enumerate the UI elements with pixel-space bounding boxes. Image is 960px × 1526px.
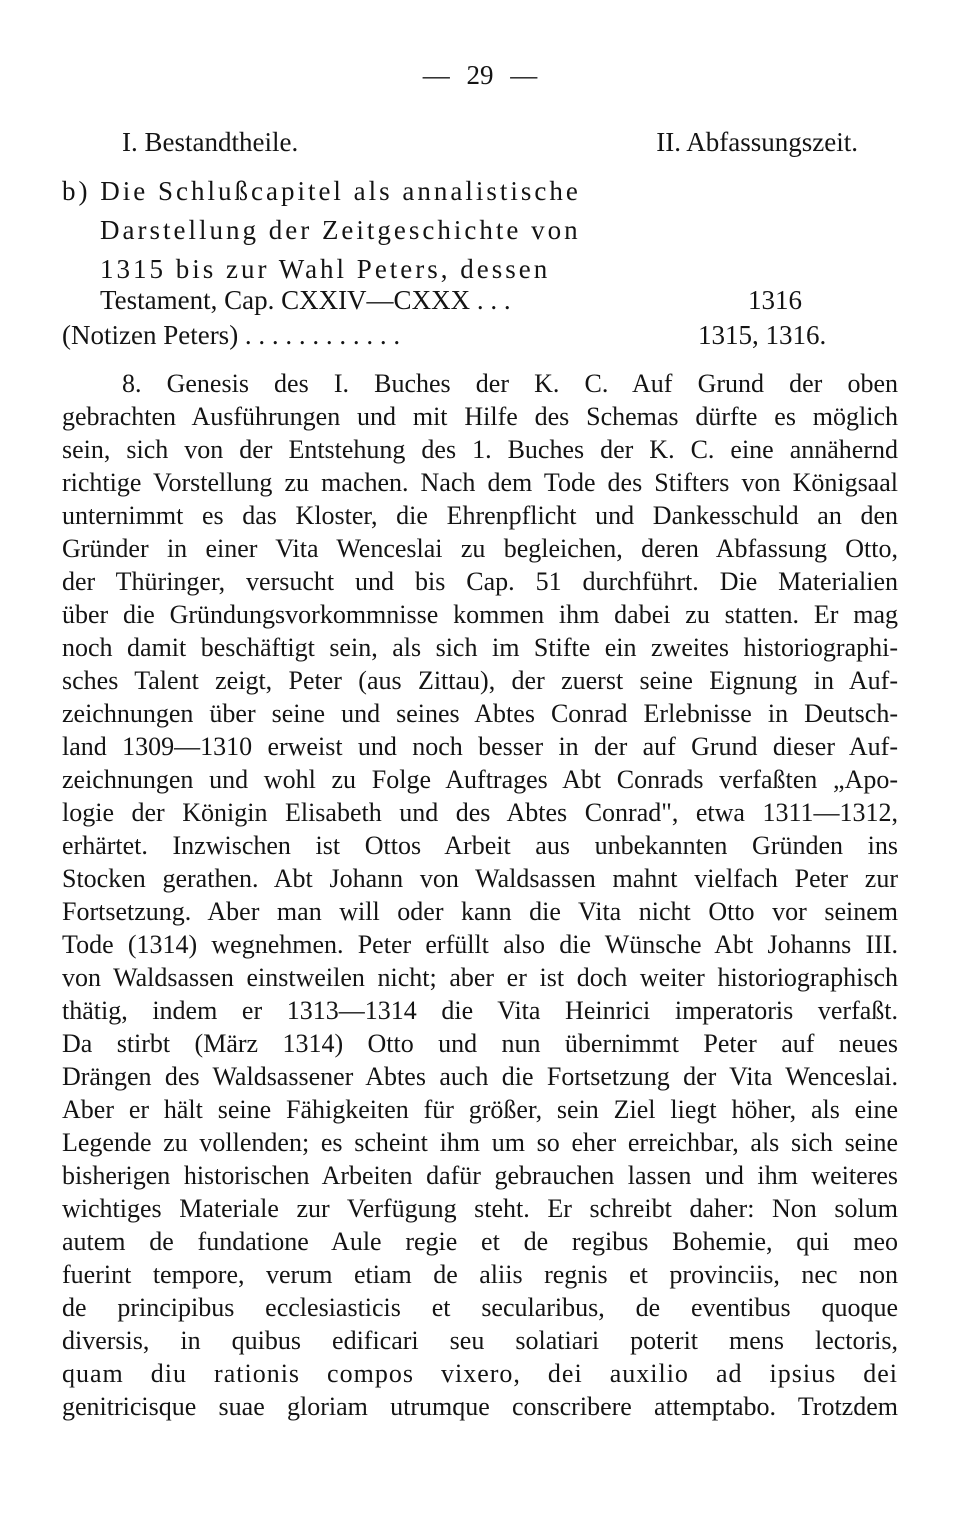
text-line: Da stirbt (März 1314) Otto und nun übernimmt Peter auf neues <box>62 1029 898 1058</box>
text-line: zeichnungen und wohl zu Folge Auftrages Abt Conrads verfaßten „Apo- <box>62 765 898 794</box>
text-line: über die Gründungsvorkommnisse kommen ihm dabei zu statten. Er mag <box>62 600 898 629</box>
text-line: Gründer in einer Vita Wenceslai zu begleichen, deren Abfassung Otto, <box>62 534 898 563</box>
table-line: Darstellung der Zeitgeschichte von <box>100 215 581 245</box>
text-line: de principibus ecclesiasticis et secularibus, de eventibus quoque <box>62 1293 898 1322</box>
text-line: diversis, in quibus edificari seu solatiari poterit mens lectoris, <box>62 1326 898 1355</box>
text-line: fuerint tempore, verum etiam de aliis regnis et provinciis, nec non <box>62 1260 898 1289</box>
text-line: Drängen des Waldsassener Abtes auch die Fortsetzung der Vita Wenceslai. <box>62 1062 898 1091</box>
text-line: bisherigen historischen Arbeiten dafür gebrauchen lassen und ihm weiteres <box>62 1161 898 1190</box>
heading-bestandtheile: I. Bestandtheile. <box>122 127 299 157</box>
text-line: sein, sich von der Entstehung des 1. Buches der K. C. eine annähernd <box>62 435 898 464</box>
text-line: sches Talent zeigt, Peter (aus Zittau), der zuerst seine Eignung in Auf- <box>62 666 898 695</box>
text-line: thätig, indem er 1313—1314 die Vita Heinrici imperatoris verfaßt. <box>62 996 898 1025</box>
text-line: unternimmt es das Kloster, die Ehrenpflicht und Dankesschuld an den <box>62 501 898 530</box>
table-line: (Notizen Peters) . . . . . . . . . . . . <box>62 320 401 350</box>
table-line: 1315 bis zur Wahl Peters, dessen <box>100 254 551 284</box>
text-line: genitricisque suae gloriam utrumque conscribere attemptabo. Trotzdem <box>62 1392 898 1421</box>
text-line: quam diu rationis compos vixero, dei auxilio ad ipsius dei <box>62 1359 898 1388</box>
text-line: richtige Vorstellung zu machen. Nach dem Tode des Stifters von Königsaal <box>62 468 898 497</box>
text-line: Aber er hält seine Fähigkeiten für größer, sein Ziel liegt höher, als eine <box>62 1095 898 1124</box>
text-line: wichtiges Materiale zur Verfügung steht. Er schreibt daher: Non solum <box>62 1194 898 1223</box>
text-line: Fortsetzung. Aber man will oder kann die Vita nicht Otto vor seinem <box>62 897 898 926</box>
text-line: Stocken gerathen. Abt Johann von Waldsassen mahnt vielfach Peter zur <box>62 864 898 893</box>
text-line: von Waldsassen einstweilen nicht; aber er ist doch weiter historiographisch <box>62 963 898 992</box>
text-line: land 1309—1310 erweist und noch besser in der auf Grund dieser Auf- <box>62 732 898 761</box>
table-line: Testament, Cap. CXXIV—CXXX . . . <box>100 285 511 315</box>
text-line: Tode (1314) wegnehmen. Peter erfüllt also die Wünsche Abt Johanns III. <box>62 930 898 959</box>
text-line: noch damit beschäftigt sein, als sich im Stifte ein zweites historiographi- <box>62 633 898 662</box>
table-year: 1315, 1316. <box>698 320 827 350</box>
text-line: 8. Genesis des I. Buches der K. C. Auf Grund der oben <box>122 369 898 398</box>
text-line: Legende zu vollenden; es scheint ihm um so eher erreichbar, als sich seine <box>62 1128 898 1157</box>
text-line: logie der Königin Elisabeth und des Abtes Conrad", etwa 1311—1312, <box>62 798 898 827</box>
text-line: zeichnungen über seine und seines Abtes Conrad Erlebnisse in Deutsch- <box>62 699 898 728</box>
table-line: b) Die Schlußcapitel als annalistische <box>62 176 581 206</box>
text-line: erhärtet. Inzwischen ist Ottos Arbeit aus unbekannten Gründen ins <box>62 831 898 860</box>
text-line: der Thüringer, versucht und bis Cap. 51 durchführt. Die Materialien <box>62 567 898 596</box>
column-headings <box>122 127 858 167</box>
text-line: autem de fundatione Aule regie et de regibus Bohemie, qui meo <box>62 1227 898 1256</box>
table-year: 1316 <box>748 285 802 315</box>
text-line: gebrachten Ausführungen und mit Hilfe des Schemas dürfte es möglich <box>62 402 898 431</box>
page-number: — 29 — <box>422 60 538 90</box>
heading-abfassungszeit: II. Abfassungszeit. <box>656 127 858 157</box>
